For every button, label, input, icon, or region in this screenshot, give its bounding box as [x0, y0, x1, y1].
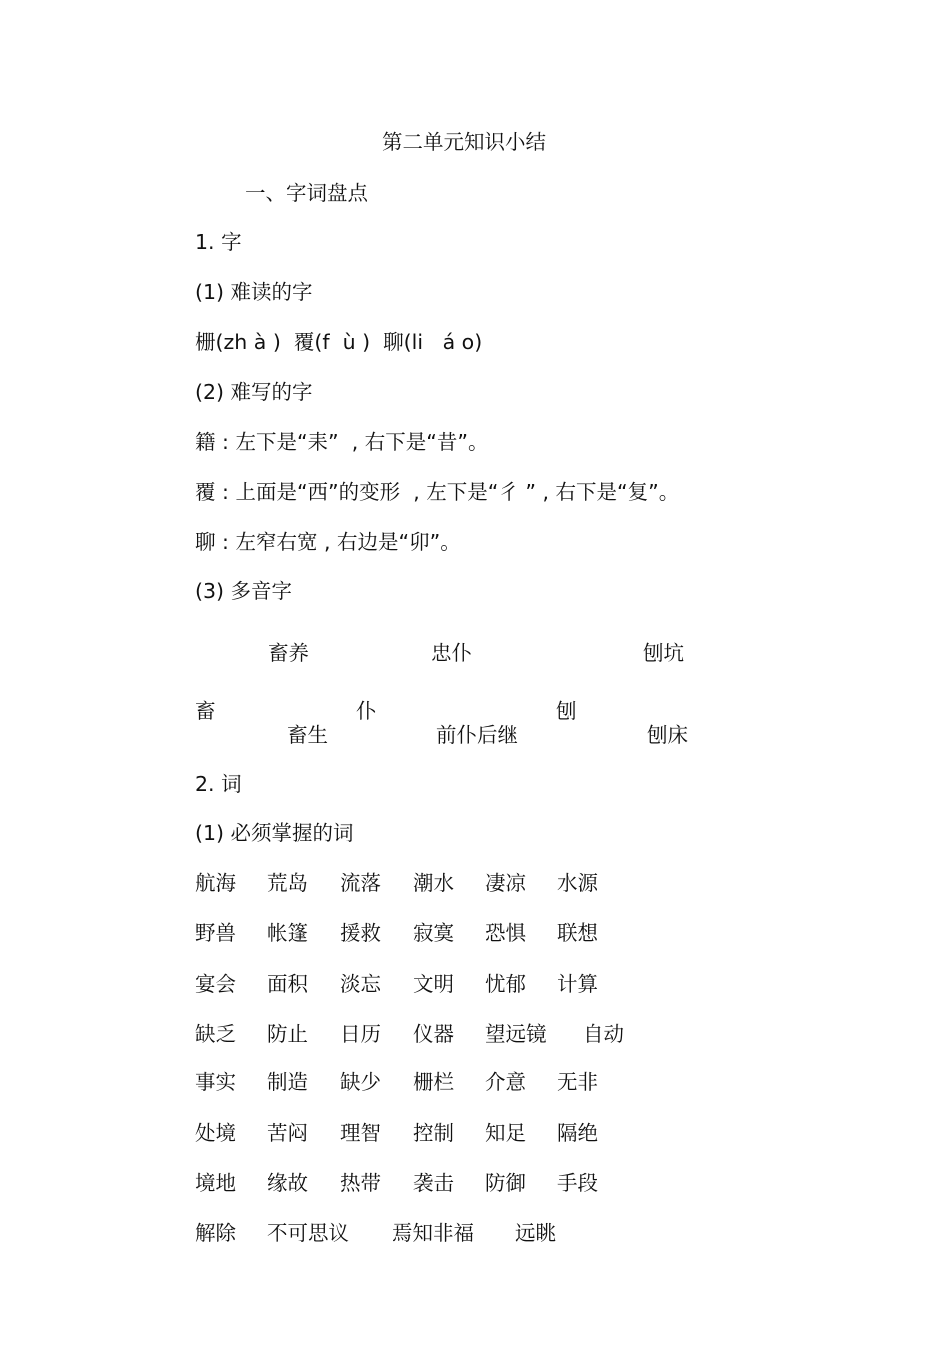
vocab-word: 凄凉: [485, 871, 526, 895]
vocab-word: 联想: [557, 921, 598, 945]
vocab-word: 隔绝: [557, 1121, 598, 1145]
vocab-word: 宴会: [195, 972, 236, 996]
vocab-word: 忧郁: [485, 972, 526, 996]
page-title: 第二单元知识小结: [382, 130, 546, 154]
vocab-word: 面积: [267, 972, 308, 996]
vocab-word: 日历: [340, 1022, 381, 1046]
vocab-word: 防止: [267, 1022, 308, 1046]
vocab-word: 控制: [413, 1121, 454, 1145]
section-heading-words: 一、字词盘点: [245, 181, 368, 205]
vocab-word: 境地: [195, 1171, 236, 1195]
hard-to-read-line: 栅(zh à ) 覆(f ù ) 聊(li á o): [195, 330, 483, 354]
vocab-word: 手段: [557, 1171, 598, 1195]
vocab-word: 计算: [557, 972, 598, 996]
vocab-word: 远眺: [515, 1221, 556, 1245]
polyphone-word: 刨坑: [643, 641, 684, 665]
vocab-word: 缺乏: [195, 1022, 236, 1046]
subheading-characters: 1. 字: [195, 230, 242, 254]
vocab-word: 援救: [340, 921, 381, 945]
vocab-word: 缘故: [267, 1171, 308, 1195]
vocab-word: 航海: [195, 871, 236, 895]
vocab-word: 解除: [195, 1221, 236, 1245]
vocab-word: 袭击: [413, 1171, 454, 1195]
vocab-word: 防御: [485, 1171, 526, 1195]
vocab-word: 自动: [583, 1022, 624, 1046]
vocab-word: 焉知非福: [392, 1221, 474, 1245]
vocab-word: 栅栏: [413, 1070, 454, 1094]
vocab-word: 野兽: [195, 921, 236, 945]
polyphone-char: 刨: [556, 699, 577, 723]
vocab-word: 恐惧: [485, 921, 526, 945]
polyphone-char: 仆: [356, 699, 377, 723]
vocab-word: 潮水: [413, 871, 454, 895]
vocab-word: 寂寞: [413, 921, 454, 945]
vocab-word: 事实: [195, 1070, 236, 1094]
hard-to-read-heading: (1) 难读的字: [195, 280, 313, 304]
polyphone-word: 刨床: [647, 723, 688, 747]
vocab-word: 水源: [557, 871, 598, 895]
vocab-word: 仪器: [413, 1022, 454, 1046]
polyphone-heading: (3) 多音字: [195, 579, 293, 603]
vocab-word: 流落: [340, 871, 381, 895]
vocab-word: 不可思议: [267, 1221, 349, 1245]
polyphone-word: 前仆后继: [436, 723, 518, 747]
vocab-word: 淡忘: [340, 972, 381, 996]
polyphone-char: 畜: [195, 699, 216, 723]
polyphone-word: 畜生: [287, 723, 328, 747]
vocab-word: 缺少: [340, 1070, 381, 1094]
hard-to-write-heading: (2) 难写的字: [195, 380, 313, 404]
hard-to-write-item: 籍 : 左下是“耒” , 右下是“昔”。: [195, 430, 489, 454]
must-master-heading: (1) 必须掌握的词: [195, 821, 354, 845]
vocab-word: 介意: [485, 1070, 526, 1094]
hard-to-write-item: 聊 : 左窄右宽 , 右边是“卯”。: [195, 530, 461, 554]
vocab-word: 热带: [340, 1171, 381, 1195]
vocab-word: 荒岛: [267, 871, 308, 895]
polyphone-word: 畜养: [268, 641, 309, 665]
vocab-word: 苦闷: [267, 1121, 308, 1145]
hard-to-write-item: 覆 : 上面是“西”的变形 , 左下是“彳 ” , 右下是“复”。: [195, 480, 680, 504]
polyphone-word: 忠仆: [431, 641, 472, 665]
vocab-word: 帐篷: [267, 921, 308, 945]
vocab-word: 无非: [557, 1070, 598, 1094]
vocab-word: 望远镜: [485, 1022, 547, 1046]
vocab-word: 处境: [195, 1121, 236, 1145]
vocab-word: 制造: [267, 1070, 308, 1094]
vocab-word: 理智: [340, 1121, 381, 1145]
vocab-word: 文明: [413, 972, 454, 996]
vocab-word: 知足: [485, 1121, 526, 1145]
subheading-words: 2. 词: [195, 772, 242, 796]
